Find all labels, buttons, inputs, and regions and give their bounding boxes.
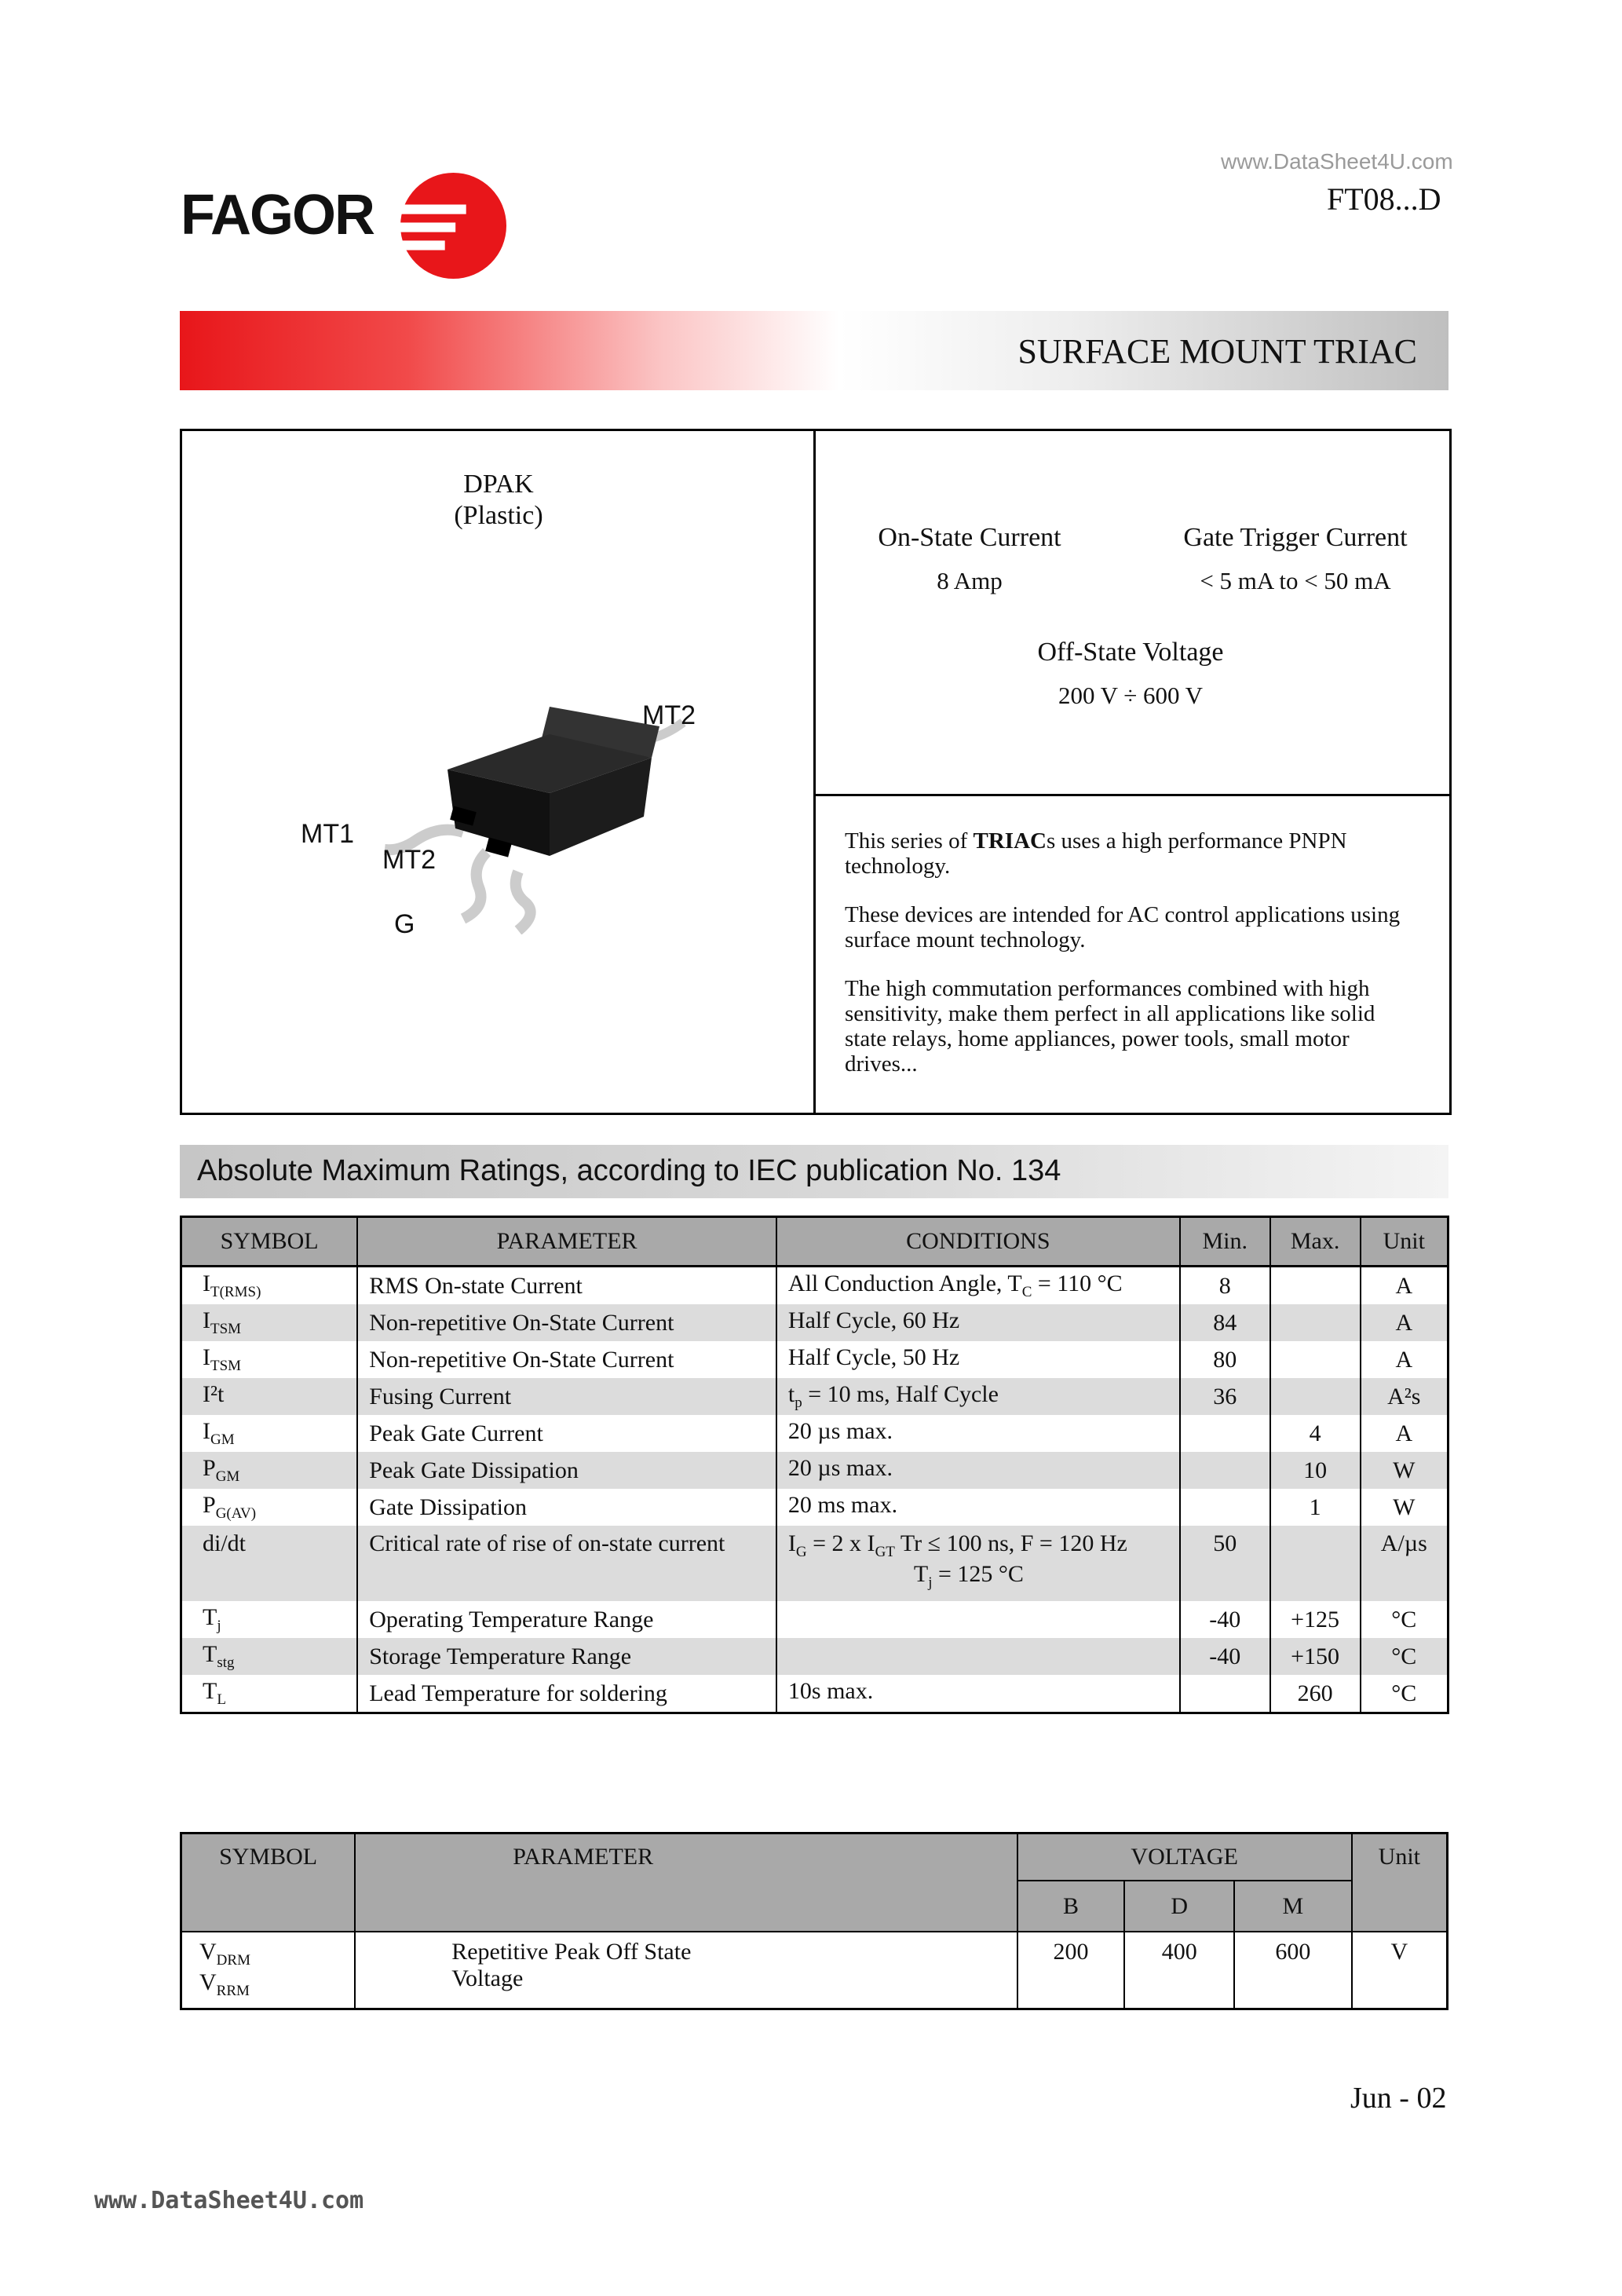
parameter-cell: Fusing Current bbox=[357, 1378, 776, 1415]
symbol-cell: $I_{TSM}$ bbox=[181, 1341, 358, 1378]
part-number: FT08...D bbox=[1327, 181, 1441, 217]
unit-cell: °C bbox=[1361, 1601, 1448, 1638]
conditions-cell: $t_p = 10$ ms, Half Cycle bbox=[776, 1378, 1180, 1415]
max-cell: 10 bbox=[1270, 1452, 1361, 1489]
gate-trigger-label: Gate Trigger Current bbox=[1183, 523, 1408, 552]
conditions-cell: Half Cycle, 60 Hz bbox=[776, 1304, 1180, 1341]
max-cell bbox=[1270, 1267, 1361, 1305]
package-type: (Plastic) bbox=[454, 501, 543, 530]
on-state-label: On-State Current bbox=[878, 523, 1061, 552]
voltage-parameter: Repetitive Peak Off State Voltage bbox=[355, 1932, 1017, 2009]
unit-cell: A²s bbox=[1361, 1378, 1448, 1415]
conditions-cell: 10s max. bbox=[776, 1675, 1180, 1713]
symbol-cell: I²t bbox=[181, 1378, 358, 1415]
watermark-top: www.DataSheet4U.com bbox=[1221, 149, 1453, 174]
ratings-row bbox=[181, 1304, 1448, 1341]
description-p1: This series of TRIACs uses a high performance PNPN technology. bbox=[845, 828, 1347, 879]
brand-logo-text: FAGOR bbox=[181, 184, 374, 247]
unit-cell: °C bbox=[1361, 1638, 1448, 1675]
unit-cell: W bbox=[1361, 1452, 1448, 1489]
min-cell: 80 bbox=[1180, 1341, 1270, 1378]
parameter-cell: Operating Temperature Range bbox=[357, 1601, 776, 1638]
conditions-cell: $I_G = 2$ x $I_{GT}$ Tr ≤ 100 ns, F = 120 Hz $T_j = 125$ °C bbox=[776, 1526, 1180, 1601]
max-cell bbox=[1270, 1304, 1361, 1341]
summary-divider-horizontal bbox=[813, 794, 1451, 796]
unit-cell: A bbox=[1361, 1267, 1448, 1305]
voltage-col-d: D bbox=[1124, 1881, 1234, 1932]
voltage-col-m: M bbox=[1234, 1881, 1352, 1932]
unit-cell: A bbox=[1361, 1415, 1448, 1452]
voltage-col-voltage: VOLTAGE bbox=[1017, 1834, 1352, 1881]
conditions-cell: 20 µs max. bbox=[776, 1452, 1180, 1489]
voltage-col-b: B bbox=[1017, 1881, 1125, 1932]
ratings-row bbox=[181, 1638, 1448, 1675]
max-cell: 1 bbox=[1270, 1489, 1361, 1526]
ratings-section-title: Absolute Maximum Ratings, according to IEC publication No. 134 bbox=[197, 1154, 1061, 1187]
banner-title: SURFACE MOUNT TRIAC bbox=[1017, 332, 1417, 371]
parameter-cell: Lead Temperature for soldering bbox=[357, 1675, 776, 1713]
voltage-col-parameter: PARAMETER bbox=[355, 1834, 1017, 1932]
min-cell: 50 bbox=[1180, 1526, 1270, 1601]
package-name: DPAK bbox=[463, 470, 534, 499]
pin-label-mt2-tab: MT2 bbox=[642, 700, 696, 730]
off-state-label: Off-State Voltage bbox=[1037, 638, 1224, 667]
unit-cell: A bbox=[1361, 1304, 1448, 1341]
col-header-conditions: CONDITIONS bbox=[776, 1217, 1180, 1267]
unit-cell: A/µs bbox=[1361, 1526, 1448, 1601]
min-cell bbox=[1180, 1452, 1270, 1489]
summary-divider-vertical bbox=[813, 429, 816, 1115]
voltage-col-symbol: SYMBOL bbox=[181, 1834, 356, 1932]
col-header-min: Min. bbox=[1180, 1217, 1270, 1267]
min-cell: 8 bbox=[1180, 1267, 1270, 1305]
ratings-row bbox=[181, 1526, 1448, 1601]
ratings-row bbox=[181, 1267, 1448, 1305]
min-cell bbox=[1180, 1489, 1270, 1526]
voltage-row bbox=[181, 1932, 1448, 2009]
min-cell bbox=[1180, 1415, 1270, 1452]
symbol-cell: $P_{GM}$ bbox=[181, 1452, 358, 1489]
symbol-cell: $I_{T(RMS)}$ bbox=[181, 1267, 358, 1305]
col-header-parameter: PARAMETER bbox=[357, 1217, 776, 1267]
voltage-value-m: 600 bbox=[1234, 1932, 1352, 2009]
min-cell bbox=[1180, 1675, 1270, 1713]
col-header-unit: Unit bbox=[1361, 1217, 1448, 1267]
voltage-header-row bbox=[181, 1834, 1448, 1881]
min-cell: -40 bbox=[1180, 1638, 1270, 1675]
description-p2: These devices are intended for AC control applications using surface mount technology. bbox=[845, 902, 1401, 952]
ratings-table bbox=[180, 1216, 1449, 1714]
watermark-bottom: www.DataSheet4U.com bbox=[94, 2187, 364, 2214]
ratings-row bbox=[181, 1341, 1448, 1378]
symbol-cell: $I_{TSM}$ bbox=[181, 1304, 358, 1341]
title-banner bbox=[180, 311, 1448, 390]
off-state-value: 200 V ÷ 600 V bbox=[1058, 682, 1204, 709]
pin-label-mt1: MT1 bbox=[301, 819, 354, 849]
ratings-row bbox=[181, 1452, 1448, 1489]
symbol-cell: $T_{stg}$ bbox=[181, 1638, 358, 1675]
max-cell: 260 bbox=[1270, 1675, 1361, 1713]
parameter-cell: Critical rate of rise of on-state current bbox=[357, 1526, 776, 1601]
parameter-cell: Non-repetitive On-State Current bbox=[357, 1304, 776, 1341]
ratings-row bbox=[181, 1378, 1448, 1415]
gate-trigger-value: < 5 mA to < 50 mA bbox=[1200, 567, 1391, 594]
max-cell: +125 bbox=[1270, 1601, 1361, 1638]
conditions-cell bbox=[776, 1601, 1180, 1638]
fagor-logo-icon bbox=[400, 173, 506, 279]
pin-label-mt2: MT2 bbox=[382, 845, 436, 875]
min-cell: 84 bbox=[1180, 1304, 1270, 1341]
symbol-cell: $I_{GM}$ bbox=[181, 1415, 358, 1452]
pin-label-g: G bbox=[394, 909, 415, 939]
on-state-value: 8 Amp bbox=[937, 567, 1003, 594]
description-p3: The high commutation performances combined with high sensitivity, make them perfect in all applications like solid state relays, home appliances, power tools, small motor drives... bbox=[845, 976, 1375, 1077]
ratings-row bbox=[181, 1489, 1448, 1526]
conditions-cell: 20 µs max. bbox=[776, 1415, 1180, 1452]
max-cell bbox=[1270, 1526, 1361, 1601]
max-cell: +150 bbox=[1270, 1638, 1361, 1675]
conditions-cell bbox=[776, 1638, 1180, 1675]
col-header-max: Max. bbox=[1270, 1217, 1361, 1267]
parameter-cell: RMS On-state Current bbox=[357, 1267, 776, 1305]
ratings-section-bar bbox=[180, 1145, 1448, 1198]
parameter-cell: Peak Gate Current bbox=[357, 1415, 776, 1452]
symbol-cell: $T_L$ bbox=[181, 1675, 358, 1713]
description bbox=[845, 828, 1410, 1100]
voltage-symbols: $V_{DRM}$ $V_{RRM}$ bbox=[181, 1932, 356, 2009]
parameter-cell: Gate Dissipation bbox=[357, 1489, 776, 1526]
col-header-symbol: SYMBOL bbox=[181, 1217, 358, 1267]
unit-cell: A bbox=[1361, 1341, 1448, 1378]
voltage-value-b: 200 bbox=[1017, 1932, 1125, 2009]
symbol-cell: di/dt bbox=[181, 1526, 358, 1601]
conditions-cell: 20 ms max. bbox=[776, 1489, 1180, 1526]
max-cell bbox=[1270, 1378, 1361, 1415]
voltage-value-d: 400 bbox=[1124, 1932, 1234, 2009]
min-cell: 36 bbox=[1180, 1378, 1270, 1415]
voltage-col-unit: Unit bbox=[1352, 1834, 1448, 1932]
parameter-cell: Peak Gate Dissipation bbox=[357, 1452, 776, 1489]
voltage-table bbox=[180, 1832, 1448, 2010]
unit-cell: W bbox=[1361, 1489, 1448, 1526]
voltage-unit: V bbox=[1352, 1932, 1448, 2009]
symbol-cell: $P_{G(AV)}$ bbox=[181, 1489, 358, 1526]
max-cell bbox=[1270, 1341, 1361, 1378]
ratings-row bbox=[181, 1675, 1448, 1713]
symbol-cell: $T_j$ bbox=[181, 1601, 358, 1638]
parameter-cell: Storage Temperature Range bbox=[357, 1638, 776, 1675]
conditions-cell: Half Cycle, 50 Hz bbox=[776, 1341, 1180, 1378]
unit-cell: °C bbox=[1361, 1675, 1448, 1713]
ratings-row bbox=[181, 1601, 1448, 1638]
conditions-cell: All Conduction Angle, $T_C = 110$ °C bbox=[776, 1267, 1180, 1305]
parameter-cell: Non-repetitive On-State Current bbox=[357, 1341, 776, 1378]
max-cell: 4 bbox=[1270, 1415, 1361, 1452]
ratings-header-row bbox=[181, 1217, 1448, 1267]
revision-date: Jun - 02 bbox=[1350, 2082, 1447, 2115]
min-cell: -40 bbox=[1180, 1601, 1270, 1638]
ratings-row bbox=[181, 1415, 1448, 1452]
